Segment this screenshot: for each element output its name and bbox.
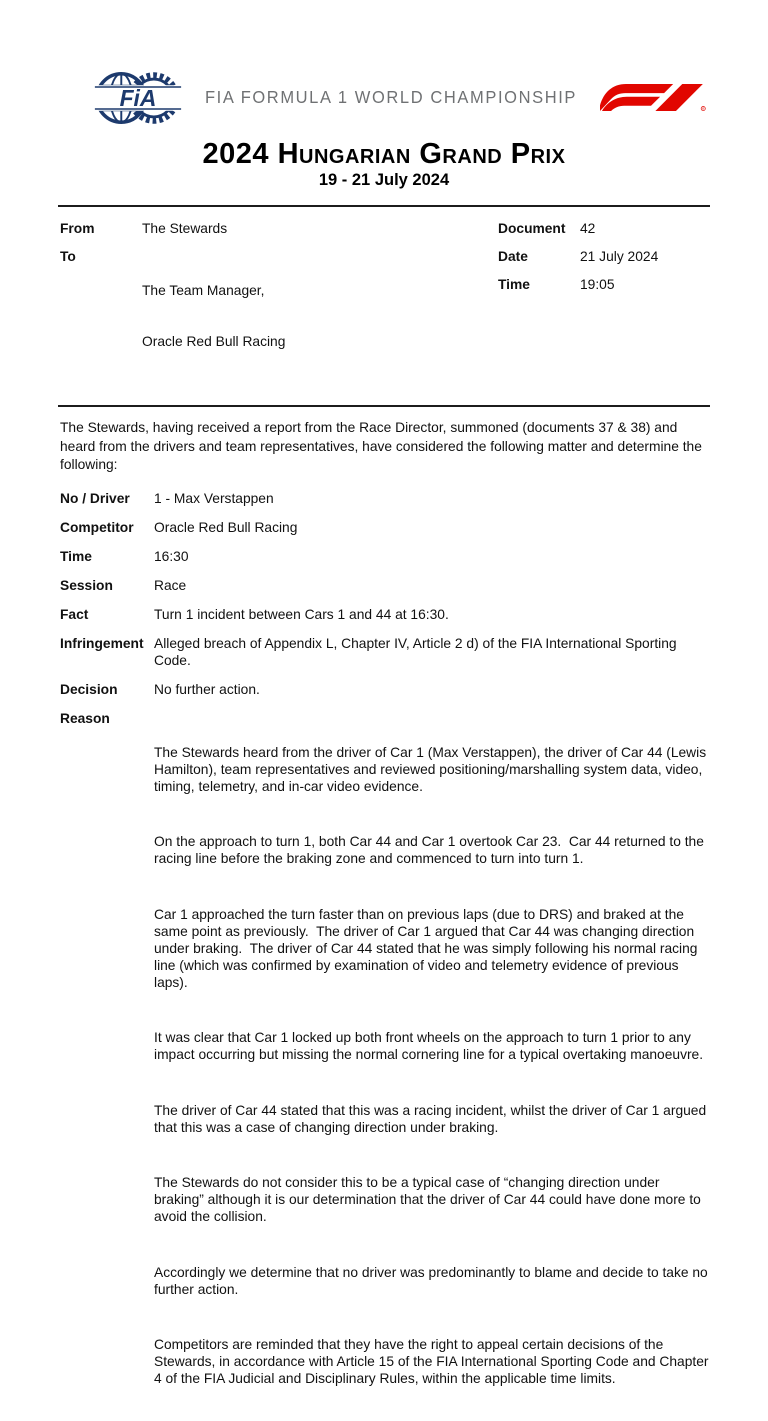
meta-value-time: 19:05 (580, 276, 710, 293)
field-value-no-driver: 1 - Max Verstappen (154, 490, 710, 507)
meta-value-date: 21 July 2024 (580, 248, 710, 265)
intro-paragraph: The Stewards, having received a report from the Race Director, summoned (documents 37 & 38) and heard from the drivers and team representatives, have considered the following matter and determine the following: (60, 419, 710, 475)
field-label-time: Time (60, 548, 154, 565)
fia-logo (94, 67, 182, 129)
reason-paragraph-6: The Stewards do not consider this to be a typical case of “changing direction under braking” although it is our determination that the driver of Car 44 could have done more to avoid the collision. (154, 1174, 710, 1225)
field-label-infringement: Infringement (60, 635, 154, 669)
field-label-session: Session (60, 577, 154, 594)
field-value-time: 16:30 (154, 548, 710, 565)
meta-row-from (60, 220, 498, 237)
meta-row-date (498, 248, 710, 265)
meta-label-from: From (60, 220, 142, 237)
reason-paragraph-4: It was clear that Car 1 locked up both front wheels on the approach to turn 1 prior to any impact occurring but missing the normal cornering line for a typical overtaking manoeuvre. (154, 1029, 710, 1063)
field-label-decision: Decision (60, 681, 154, 698)
reason-paragraph-8: Competitors are reminded that they have the right to appeal certain decisions of the Stewards, in accordance with Article 15 of the FIA International Sporting Code and Chapter 4 of the FIA Judicial and Disciplinary Rules, within the applicable time limits. (154, 1336, 710, 1387)
meta-row-time (498, 276, 710, 293)
meta-value-document: 42 (580, 220, 710, 237)
svg-text:R: R (702, 107, 705, 111)
field-value-reason (154, 710, 710, 1421)
field-value-fact: Turn 1 incident between Cars 1 and 44 at 16:30. (154, 606, 710, 623)
fia-logo-icon (94, 67, 182, 129)
fia-logo-text: FiA (120, 85, 157, 111)
field-label-no-driver: No / Driver (60, 490, 154, 507)
meta-row-to (60, 248, 498, 384)
meta-label-to: To (60, 248, 142, 384)
meta-value-to-line1: The Team Manager, (142, 282, 498, 299)
field-value-infringement: Alleged breach of Appendix L, Chapter IV, Article 2 d) of the FIA International Sporting Code. (154, 635, 710, 669)
meta-value-to (142, 248, 498, 384)
reason-paragraph-2: On the approach to turn 1, both Car 44 and Car 1 overtook Car 23. Car 44 returned to the racing line before the braking zone and commenced to turn into turn 1. (154, 833, 710, 867)
meta-label-time: Time (498, 276, 580, 293)
meta-label-document: Document (498, 220, 580, 237)
meta-value-to-line2: Oracle Red Bull Racing (142, 333, 498, 350)
field-label-fact: Fact (60, 606, 154, 623)
field-label-reason: Reason (60, 710, 154, 1421)
championship-title: FIA FORMULA 1 WORLD CHAMPIONSHIP (182, 88, 600, 108)
meta-table (58, 207, 710, 405)
event-title: 2024 Hungarian Grand Prix (58, 138, 710, 170)
f1-logo (600, 84, 706, 112)
field-label-competitor: Competitor (60, 519, 154, 536)
meta-row-document (498, 220, 710, 237)
divider-middle (58, 405, 710, 407)
meta-right-column (498, 220, 710, 395)
fields-table (60, 490, 710, 1421)
field-value-session: Race (154, 577, 710, 594)
reason-paragraph-3: Car 1 approached the turn faster than on previous laps (due to DRS) and braked at the same point as previously. The driver of Car 1 argued that Car 44 was changing direction under braking. The driver of Car 44 stated that he was simply following his normal racing line (which was confirmed by examination of video and telemetry evidence of previous laps). (154, 906, 710, 991)
document-page (0, 66, 768, 1152)
f1-logo-icon (600, 84, 706, 111)
meta-left-column (60, 220, 498, 395)
meta-label-date: Date (498, 248, 580, 265)
event-dates: 19 - 21 July 2024 (58, 170, 710, 190)
reason-paragraph-7: Accordingly we determine that no driver was predominantly to blame and decide to take no further action. (154, 1264, 710, 1298)
reason-paragraph-1: The Stewards heard from the driver of Car 1 (Max Verstappen), the driver of Car 44 (Lewis Hamilton), team representatives and reviewed positioning/marshalling system data, video, timing, telemetry, and in-car video evidence. (154, 744, 710, 795)
masthead (58, 66, 710, 130)
field-value-decision: No further action. (154, 681, 710, 698)
field-value-competitor: Oracle Red Bull Racing (154, 519, 710, 536)
meta-value-from: The Stewards (142, 220, 498, 237)
reason-paragraph-5: The driver of Car 44 stated that this was a racing incident, whilst the driver of Car 1 argued that this was a case of changing direction under braking. (154, 1102, 710, 1136)
